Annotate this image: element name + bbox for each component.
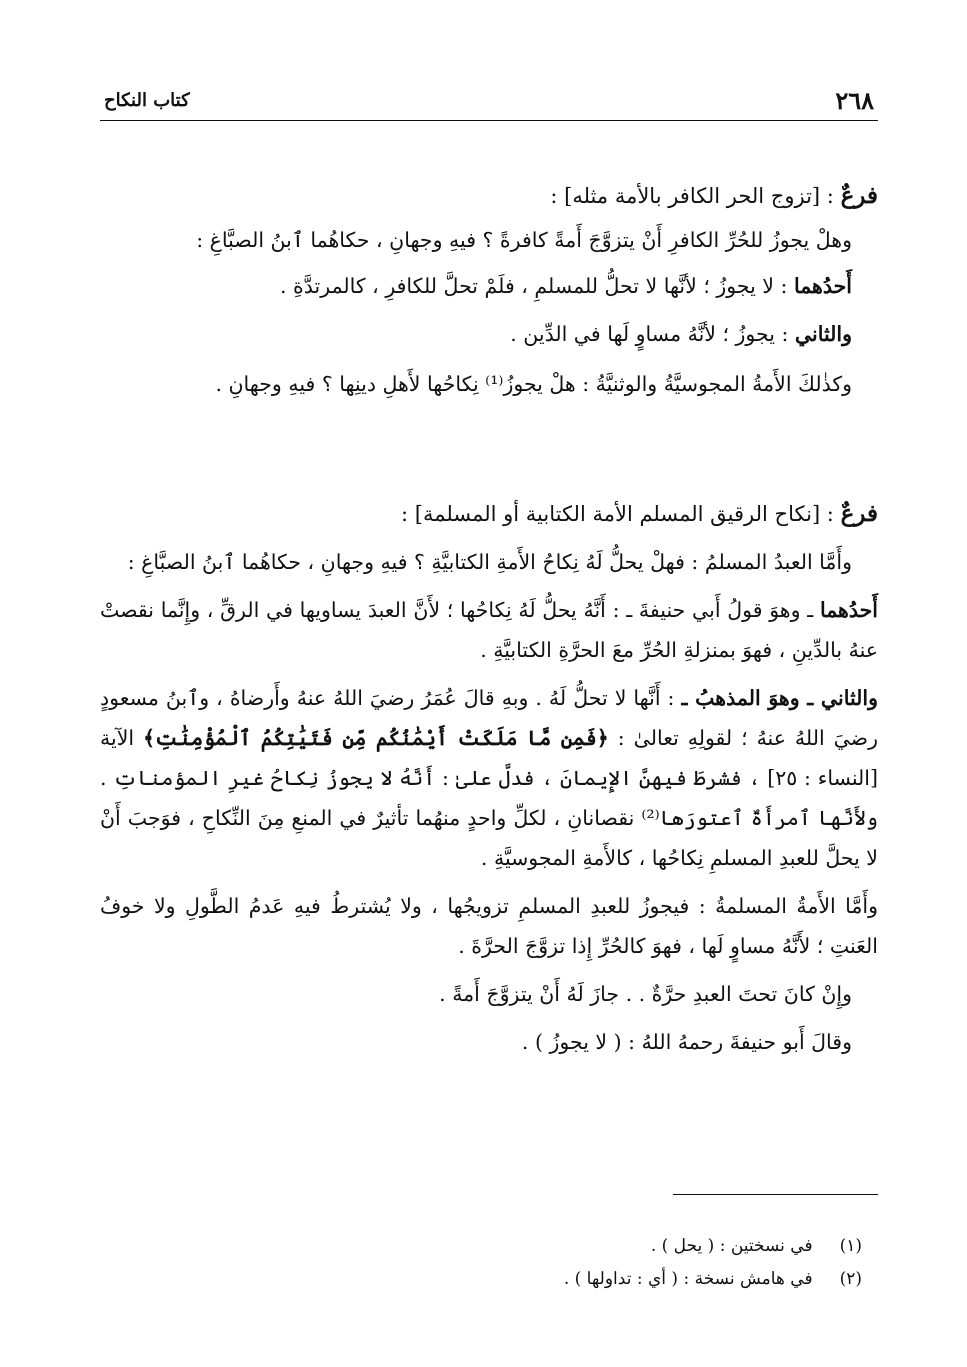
document-page <box>100 0 878 1367</box>
footnote-list <box>564 1230 862 1296</box>
section-heading <box>100 176 878 216</box>
section-title: : [نكاح الرقيق المسلم الأمة الكتابية أو المسلمة] : <box>401 502 834 526</box>
paragraph <box>100 590 878 670</box>
paragraph-text: : يجوزُ ؛ لأنَّهُ مساوٍ لَها في الدِّين . <box>510 322 789 346</box>
footnote-marker: (١) <box>839 1236 862 1256</box>
paragraph-lead: والثاني <box>794 322 852 346</box>
paragraph-lead: أَحدُهما <box>793 274 852 298</box>
paragraph <box>100 364 878 404</box>
paragraph <box>100 542 878 582</box>
footnote-text: في نسختين : ( يحل ) . <box>650 1236 813 1256</box>
footnote-marker: (٢) <box>839 1269 862 1289</box>
section-label: فرعٌ <box>840 500 878 527</box>
section-slave-marriage <box>100 494 878 1062</box>
paragraph <box>100 314 878 354</box>
page-header <box>100 86 878 121</box>
paragraph <box>100 266 878 306</box>
paragraph-text: وإِنْ كانَ تحتَ العبدِ حرَّةٌ . . جازَ لَهُ أَنْ يتزوَّجَ أَمةً . <box>439 982 852 1006</box>
paragraph-text: وقالَ أَبو حنيفةَ رحمهُ اللهُ : ( لا يجوزُ ) . <box>521 1030 852 1054</box>
paragraph-text: وأَمَّا الأَمةُ المسلمةُ : فيجوزُ للعبدِ المسلمِ تزويجُها ، ولا يُشترطُ فيهِ عَدمُ الطَّولِ ولا خوفُ العَنتِ ؛ لأَنَّهُ مساوٍ لَها ، فهوَ كالحُرِّ إِذا تزوَّجَ الحرَّةَ . <box>100 894 878 958</box>
paragraph <box>100 1022 878 1062</box>
footnote-text: في هامش نسخة : ( أي : تداولها ) . <box>563 1269 813 1289</box>
paragraph-lead: أَحدُهما <box>819 598 878 622</box>
section-label: فرعٌ <box>840 182 878 209</box>
page-number: ٢٦٨ <box>835 86 874 115</box>
footnote <box>564 1230 862 1263</box>
running-title: كتاب النكاح <box>104 90 190 111</box>
paragraph-text: : لا يجوزُ ؛ لأنَّها لا تحلُّ للمسلمِ ، فلَمْ تحلَّ للكافرِ ، كالمرتدَّةِ . <box>280 274 788 298</box>
paragraph-text: الآية [النساء : ٢٥] ، فشرطَ فيهنَّ الإِيمانَ ، فدلَّ علىٰ : أَنَّهُ لا يجوزُ نِكاحُ غيرِ المؤمناتِ . ولأَنَّها ٱمرأَةٌ ٱعتورَها⁽²⁾ نقصانانِ ، لكلِّ واحدٍ منهُما تأثيرٌ في المنعِ مِنَ النِّكاحِ ، فوَجبَ أَنْ لا يحلَّ للعبدِ المسلمِ نِكاحُها ، كالأَمةِ المجوسيَّةِ . <box>100 726 878 870</box>
paragraph-text: ـ وهوَ قولُ أَبي حنيفةَ ـ : أَنَّهُ يحلُّ لَهُ نِكاحُها ؛ لأَنَّ العبدَ يساويها في الرقِّ ، وإِنَّما نقصتْ عنهُ بالدِّينِ ، فهوَ بمنزلةِ الحُرِّ معَ الحرَّةِ الكتابيَّةِ . <box>100 598 878 662</box>
paragraph-lead: والثاني ـ وهوَ المذهبُ ـ <box>681 686 879 710</box>
paragraph <box>100 974 878 1014</box>
section-heading <box>100 494 878 534</box>
footnote <box>564 1263 862 1296</box>
footnote-divider <box>673 1194 878 1195</box>
paragraph <box>100 678 878 878</box>
quran-quote: ﴿فَمِن مَّا مَلَكَتْ أَيْمَٰنُكُم مِّن فَتَيَٰتِكُمُ ٱلْمُؤْمِنَٰتِ﴾ <box>143 726 609 750</box>
paragraph-text: وأَمَّا العبدُ المسلمُ : فهلْ يحلُّ لَهُ نِكاحُ الأَمةِ الكتابيَّةِ ؟ فيهِ وجهانِ ، حكاهُما ٱبنُ الصبَّاغِ : <box>127 550 852 574</box>
paragraph <box>100 220 878 260</box>
section-title: : [تزوج الحر الكافر بالأمة مثله] : <box>550 184 834 208</box>
paragraph <box>100 886 878 966</box>
paragraph-text: : أَنَّها لا تحلُّ لَهُ . وبهِ قالَ عُمَرُ رضيَ اللهُ عنهُ وأَرضاهُ ، وٱبنُ مسعودٍ رضيَ اللهُ عنهُ ؛ لقولِهِ تعالىٰ : <box>100 686 878 750</box>
section-free-kafir-marriage <box>100 176 878 404</box>
paragraph-text: وهلْ يجوزُ للحُرِّ الكافرِ أَنْ يتزوَّجَ أَمةً كافرةً ؟ فيهِ وجهانِ ، حكاهُما ٱبنُ الصبَّاغِ : <box>196 228 852 252</box>
paragraph-text: وكذٰلكَ الأَمةُ المجوسيَّةُ والوثنيَّةُ : هلْ يجوزُ⁽¹⁾ نِكاحُها لأَهلِ دينِها ؟ فيهِ وجهانِ . <box>215 372 852 396</box>
